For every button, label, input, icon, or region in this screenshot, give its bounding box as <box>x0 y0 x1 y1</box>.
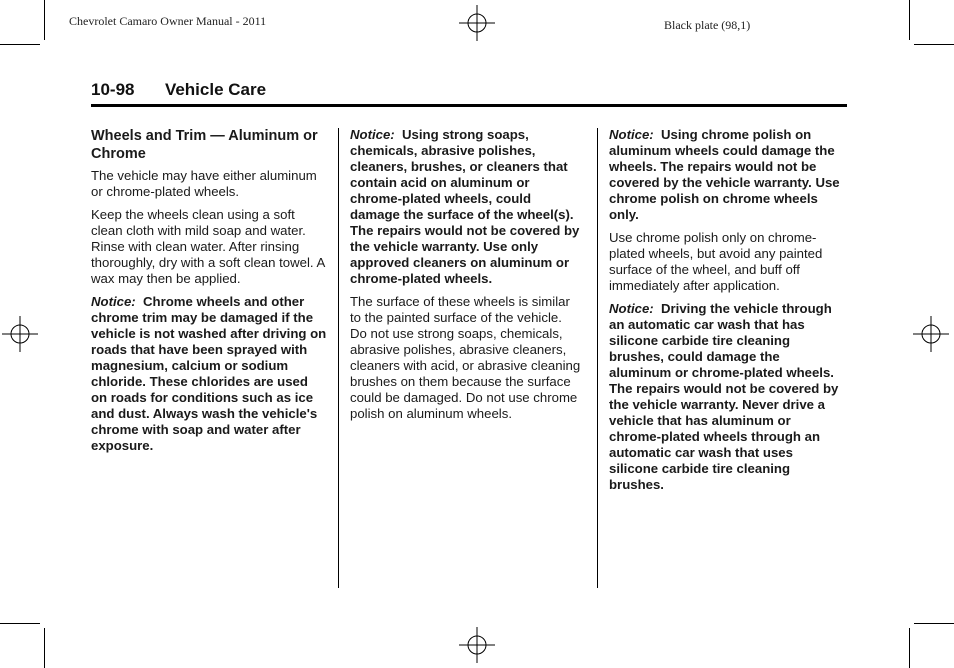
plate-label: Black plate (98,1) <box>664 18 751 32</box>
notice <box>609 127 843 223</box>
crop-mark-bottom-right-v <box>909 628 910 668</box>
notice-label: Notice: <box>350 127 395 142</box>
column-3 <box>609 127 843 500</box>
notice-text: Chrome wheels and other chrome trim may be damaged if the vehicle is not washed after driving on roads that have been sprayed with magnesium, calcium or sodium chloride. These chlorides are used on roads for conditions such as ice and dust. Always wash the vehicle's chrome with soap and water after exposure. <box>91 294 327 453</box>
notice-text: Using chrome polish on aluminum wheels could damage the wheels. The repairs would not be covered by the vehicle warranty. Use chrome polish on chrome wheels only. <box>609 127 840 222</box>
paragraph: The vehicle may have either aluminum or chrome-plated wheels. <box>91 168 317 199</box>
column-1 <box>91 127 327 461</box>
section-title: Vehicle Care <box>164 80 267 99</box>
notice <box>91 294 327 454</box>
notice-text: Using strong soaps, chemicals, abrasive polishes, cleaners, brushes, or cleaners that contain acid on aluminum or chrome-plated wheels, could damage the surface of the wheel(s). The repairs would not be covered by the vehicle warranty. Use only approved cleaners on aluminum or chrome-plated wheels. <box>350 127 580 286</box>
notice <box>609 301 843 493</box>
column-2 <box>350 127 582 429</box>
section-heading: Wheels and Trim — Aluminum or Chrome <box>91 128 318 162</box>
crop-mark-bottom-left-v <box>44 628 45 668</box>
crop-mark-top-left-h <box>0 44 40 45</box>
crop-mark-top-left-v <box>44 0 45 40</box>
notice-label: Notice: <box>609 301 654 316</box>
paragraph: The surface of these wheels is similar to the painted surface of the vehicle. Do not use strong soaps, chemicals, abrasive polishes, abrasive cleaners, cleaners with acid, or abrasive cleaning brushes on them because the surface could be damaged. Do not use chrome polish on aluminum wheels. <box>350 294 581 421</box>
registration-mark-bottom <box>459 627 495 663</box>
column-divider <box>338 128 339 588</box>
paragraph: Use chrome polish only on chrome-plated wheels, but avoid any painted surface of the wheel, and buff off immediately after application. <box>609 230 823 293</box>
notice-label: Notice: <box>91 294 136 309</box>
manual-title: Chevrolet Camaro Owner Manual - 2011 <box>69 14 267 28</box>
registration-mark-top <box>459 5 495 41</box>
column-divider <box>597 128 598 588</box>
page-title-bar <box>91 80 847 107</box>
registration-mark-left <box>2 316 38 352</box>
paragraph: Keep the wheels clean using a soft clean cloth with mild soap and water. Rinse with clean water. After rinsing thoroughly, dry with a soft clean towel. A wax may then be applied. <box>91 207 325 286</box>
notice-text: Driving the vehicle through an automatic car wash that has silicone carbide tire cleaning brushes, could damage the aluminum or chrome-plated wheels. The repairs would not be covered by the vehicle warranty. Never drive a vehicle that has aluminum or chrome-plated wheels through an automatic car wash that uses silicone carbide tire cleaning brushes. <box>609 301 839 492</box>
notice-label: Notice: <box>609 127 654 142</box>
notice <box>350 127 582 287</box>
crop-mark-bottom-left-h <box>0 623 40 624</box>
crop-mark-bottom-right-h <box>914 623 954 624</box>
registration-mark-right <box>913 316 949 352</box>
page-number: 10-98 <box>91 80 135 99</box>
crop-mark-top-right-h <box>914 44 954 45</box>
crop-mark-top-right-v <box>909 0 910 40</box>
